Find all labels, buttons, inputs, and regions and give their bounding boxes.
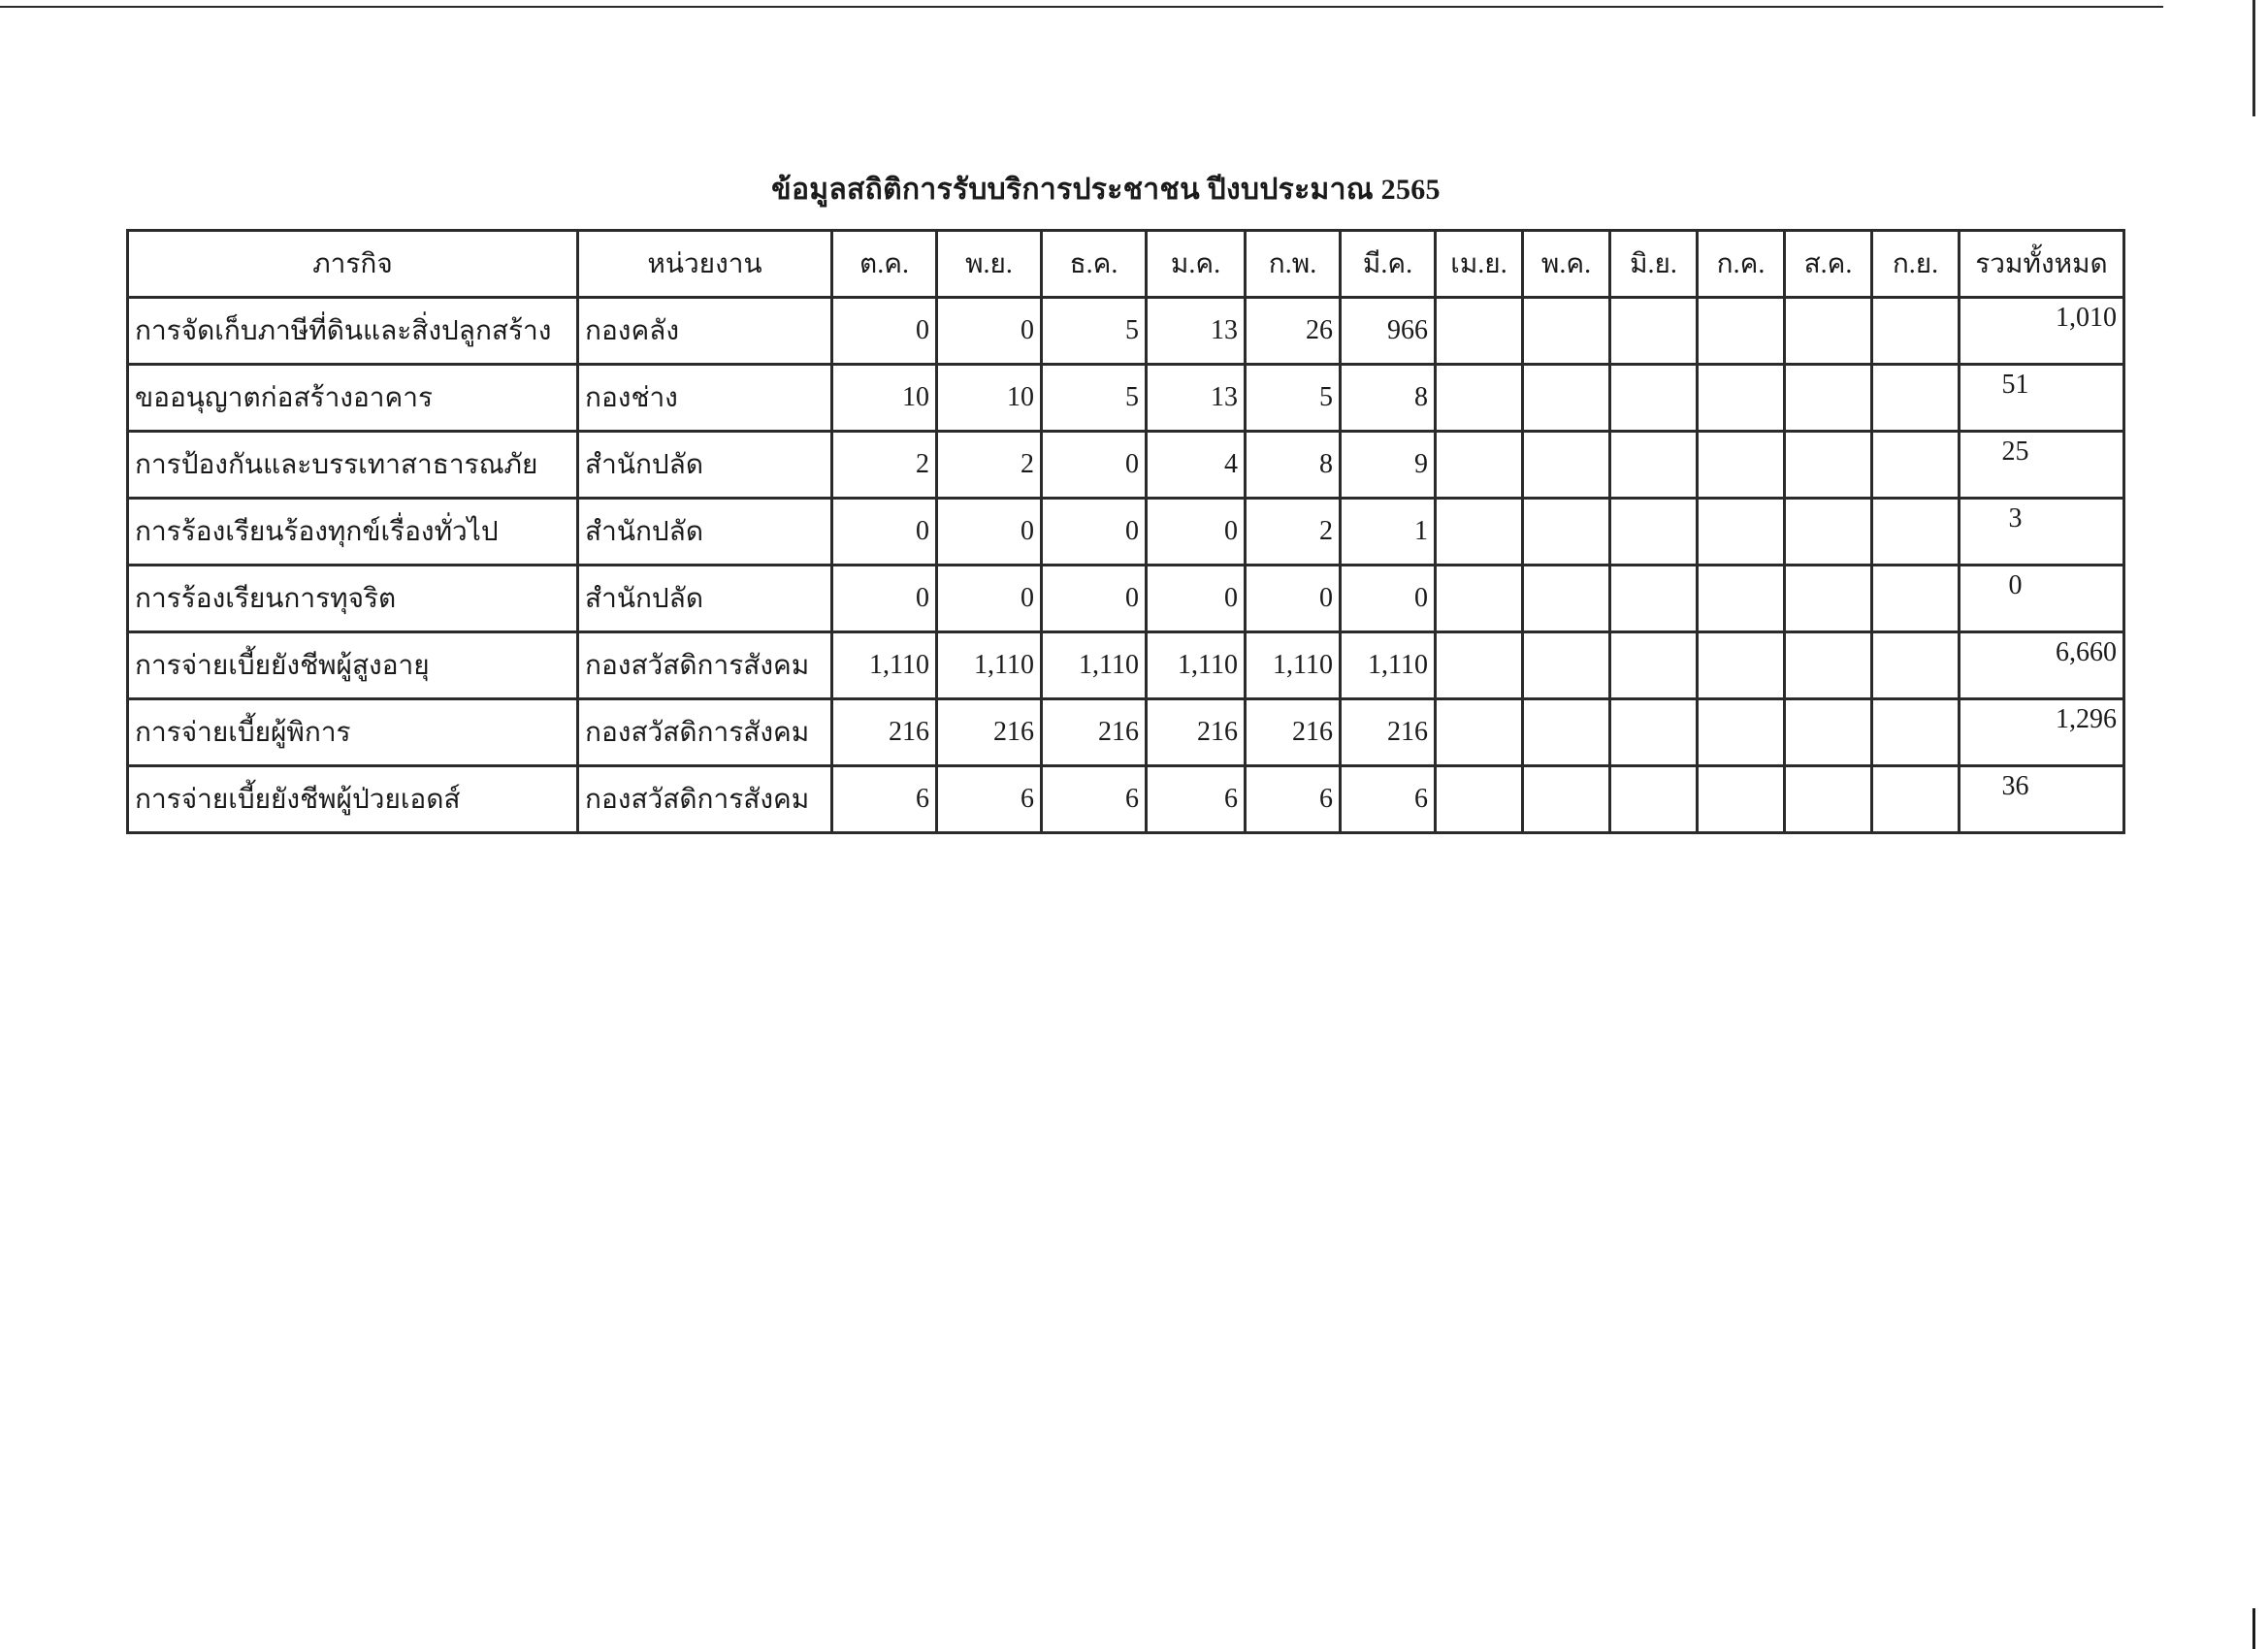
scan-edge-mark (2252, 1608, 2255, 1649)
month-value-cell (1610, 499, 1698, 566)
month-value-cell (1523, 766, 1610, 833)
month-value-cell (1436, 566, 1523, 632)
month-value-cell: 0 (832, 566, 937, 632)
month-value-cell: 9 (1341, 432, 1436, 499)
unit-cell: สำนักปลัด (578, 499, 832, 566)
header-month: พ.ย. (937, 231, 1042, 298)
month-value-cell: 1,110 (1246, 632, 1341, 699)
header-unit: หน่วยงาน (578, 231, 832, 298)
month-value-cell (1523, 298, 1610, 365)
mission-cell: การร้องเรียนการทุจริต (128, 566, 578, 632)
month-value-cell (1785, 298, 1872, 365)
month-value-cell (1698, 566, 1785, 632)
month-value-cell (1698, 632, 1785, 699)
month-value-cell (1523, 432, 1610, 499)
month-value-cell (1610, 699, 1698, 766)
month-value-cell (1436, 632, 1523, 699)
month-value-cell (1523, 566, 1610, 632)
month-value-cell: 10 (937, 365, 1042, 432)
month-value-cell (1698, 365, 1785, 432)
header-mission: ภารกิจ (128, 231, 578, 298)
month-value-cell: 13 (1147, 298, 1246, 365)
header-month: ส.ค. (1785, 231, 1872, 298)
month-value-cell: 216 (1341, 699, 1436, 766)
mission-cell: การจ่ายเบี้ยผู้พิการ (128, 699, 578, 766)
month-value-cell: 2 (832, 432, 937, 499)
month-value-cell (1698, 766, 1785, 833)
month-value-cell: 216 (832, 699, 937, 766)
month-value-cell: 6 (832, 766, 937, 833)
month-value-cell: 1 (1341, 499, 1436, 566)
month-value-cell: 966 (1341, 298, 1436, 365)
table-row (128, 298, 2124, 365)
table-row (128, 632, 2124, 699)
mission-cell: การจ่ายเบี้ยยังชีพผู้ป่วยเอดส์ (128, 766, 578, 833)
month-value-cell (1523, 365, 1610, 432)
header-total: รวมทั้งหมด (1960, 231, 2124, 298)
month-value-cell: 0 (1246, 566, 1341, 632)
month-value-cell: 1,110 (937, 632, 1042, 699)
month-value-cell: 0 (1147, 566, 1246, 632)
month-value-cell (1523, 632, 1610, 699)
month-value-cell (1698, 298, 1785, 365)
unit-cell: สำนักปลัด (578, 432, 832, 499)
month-value-cell (1436, 766, 1523, 833)
month-value-cell (1436, 298, 1523, 365)
month-value-cell (1872, 566, 1960, 632)
scan-edge-top (0, 6, 2163, 8)
total-cell: 1,296 (1960, 699, 2124, 766)
month-value-cell (1436, 699, 1523, 766)
total-cell: 0 (1960, 566, 2124, 632)
month-value-cell: 2 (1246, 499, 1341, 566)
month-value-cell: 13 (1147, 365, 1246, 432)
total-cell: 36 (1960, 766, 2124, 833)
header-month: ก.ย. (1872, 231, 1960, 298)
month-value-cell: 6 (1246, 766, 1341, 833)
month-value-cell: 26 (1246, 298, 1341, 365)
month-value-cell: 216 (1147, 699, 1246, 766)
month-value-cell: 5 (1042, 365, 1147, 432)
header-month: ธ.ค. (1042, 231, 1147, 298)
month-value-cell (1872, 432, 1960, 499)
month-value-cell (1872, 699, 1960, 766)
month-value-cell (1610, 432, 1698, 499)
month-value-cell (1436, 432, 1523, 499)
month-value-cell: 5 (1042, 298, 1147, 365)
header-month: มี.ค. (1341, 231, 1436, 298)
total-cell: 51 (1960, 365, 2124, 432)
month-value-cell: 8 (1341, 365, 1436, 432)
month-value-cell: 8 (1246, 432, 1341, 499)
month-value-cell (1872, 766, 1960, 833)
total-cell: 6,660 (1960, 632, 2124, 699)
month-value-cell (1698, 499, 1785, 566)
month-value-cell: 0 (832, 298, 937, 365)
month-value-cell (1610, 365, 1698, 432)
month-value-cell: 216 (937, 699, 1042, 766)
month-value-cell: 0 (1042, 566, 1147, 632)
total-cell: 25 (1960, 432, 2124, 499)
month-value-cell (1785, 566, 1872, 632)
mission-cell: ขออนุญาตก่อสร้างอาคาร (128, 365, 578, 432)
month-value-cell: 1,110 (1341, 632, 1436, 699)
month-value-cell: 0 (1042, 432, 1147, 499)
mission-cell: การป้องกันและบรรเทาสาธารณภัย (128, 432, 578, 499)
header-row (128, 231, 2124, 298)
unit-cell: กองสวัสดิการสังคม (578, 699, 832, 766)
table-row (128, 499, 2124, 566)
month-value-cell: 6 (1341, 766, 1436, 833)
header-month: ม.ค. (1147, 231, 1246, 298)
month-value-cell (1610, 632, 1698, 699)
mission-cell: การร้องเรียนร้องทุกข์เรื่องทั่วไป (128, 499, 578, 566)
month-value-cell: 0 (832, 499, 937, 566)
total-cell: 1,010 (1960, 298, 2124, 365)
header-month: ก.ค. (1698, 231, 1785, 298)
month-value-cell: 6 (937, 766, 1042, 833)
month-value-cell: 0 (1341, 566, 1436, 632)
month-value-cell (1610, 566, 1698, 632)
table-row (128, 566, 2124, 632)
month-value-cell: 6 (1042, 766, 1147, 833)
mission-cell: การจ่ายเบี้ยยังชีพผู้สูงอายุ (128, 632, 578, 699)
table-row (128, 432, 2124, 499)
unit-cell: กองสวัสดิการสังคม (578, 632, 832, 699)
header-month: เม.ย. (1436, 231, 1523, 298)
month-value-cell (1872, 632, 1960, 699)
month-value-cell: 0 (1042, 499, 1147, 566)
unit-cell: กองช่าง (578, 365, 832, 432)
table-row (128, 365, 2124, 432)
month-value-cell (1698, 699, 1785, 766)
month-value-cell (1436, 499, 1523, 566)
month-value-cell: 0 (937, 499, 1042, 566)
month-value-cell (1785, 766, 1872, 833)
month-value-cell (1872, 499, 1960, 566)
total-cell: 3 (1960, 499, 2124, 566)
unit-cell: สำนักปลัด (578, 566, 832, 632)
month-value-cell (1523, 499, 1610, 566)
month-value-cell: 10 (832, 365, 937, 432)
month-value-cell (1785, 632, 1872, 699)
unit-cell: กองสวัสดิการสังคม (578, 766, 832, 833)
table-row (128, 766, 2124, 833)
month-value-cell: 216 (1042, 699, 1147, 766)
header-month: มิ.ย. (1610, 231, 1698, 298)
month-value-cell: 0 (937, 566, 1042, 632)
month-value-cell: 0 (1147, 499, 1246, 566)
month-value-cell (1785, 432, 1872, 499)
month-value-cell: 4 (1147, 432, 1246, 499)
month-value-cell (1436, 365, 1523, 432)
month-value-cell: 1,110 (832, 632, 937, 699)
month-value-cell (1872, 298, 1960, 365)
month-value-cell: 0 (937, 298, 1042, 365)
month-value-cell (1698, 432, 1785, 499)
month-value-cell (1872, 365, 1960, 432)
month-value-cell (1523, 699, 1610, 766)
header-month: พ.ค. (1523, 231, 1610, 298)
month-value-cell: 216 (1246, 699, 1341, 766)
month-value-cell: 1,110 (1042, 632, 1147, 699)
month-value-cell (1785, 499, 1872, 566)
month-value-cell: 2 (937, 432, 1042, 499)
month-value-cell (1610, 298, 1698, 365)
statistics-table (126, 229, 2125, 834)
month-value-cell (1785, 365, 1872, 432)
table-row (128, 699, 2124, 766)
scan-edge-right (2252, 0, 2255, 116)
month-value-cell: 6 (1147, 766, 1246, 833)
month-value-cell (1785, 699, 1872, 766)
header-month: ก.พ. (1246, 231, 1341, 298)
mission-cell: การจัดเก็บภาษีที่ดินและสิ่งปลูกสร้าง (128, 298, 578, 365)
table-body (128, 298, 2124, 833)
header-month: ต.ค. (832, 231, 937, 298)
unit-cell: กองคลัง (578, 298, 832, 365)
page-title: ข้อมูลสถิติการรับบริการประชาชน ปีงบประมาณ 2565 (771, 174, 1441, 206)
month-value-cell: 5 (1246, 365, 1341, 432)
month-value-cell (1610, 766, 1698, 833)
month-value-cell: 1,110 (1147, 632, 1246, 699)
